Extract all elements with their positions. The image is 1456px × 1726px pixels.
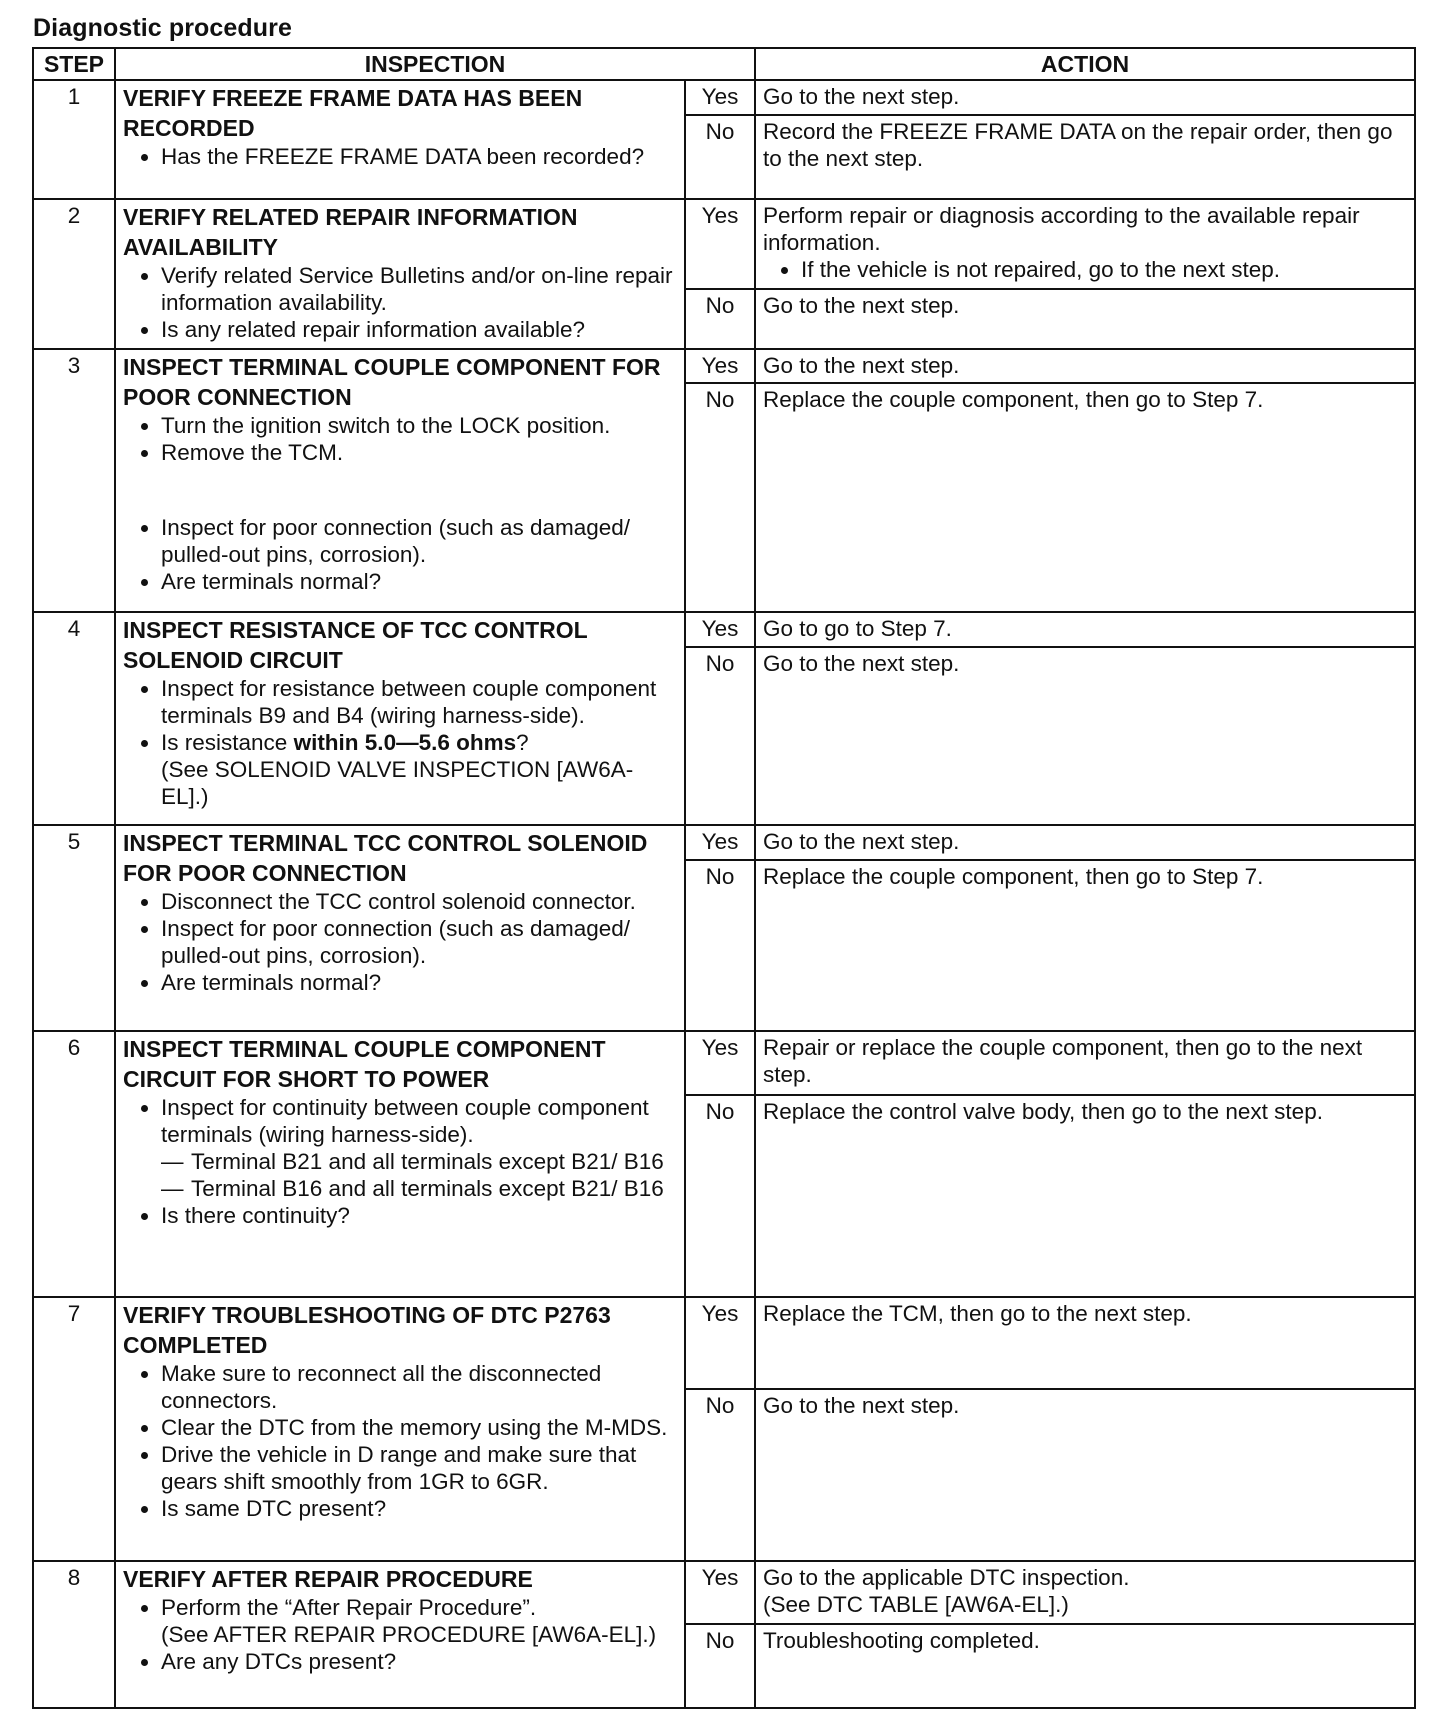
- no-label: No: [685, 1095, 755, 1297]
- yes-label: Yes: [685, 1031, 755, 1094]
- no-label: No: [685, 1624, 755, 1708]
- yes-label: Yes: [685, 349, 755, 384]
- yes-action: Replace the TCM, then go to the next step.: [755, 1297, 1415, 1389]
- yes-label: Yes: [685, 80, 755, 115]
- table-header-row: [33, 48, 1415, 80]
- step-number: 6: [33, 1031, 115, 1297]
- yes-label: Yes: [685, 1561, 755, 1624]
- table-row: [33, 349, 1415, 384]
- inspection-bullet: • Remove the TCM.: [161, 439, 677, 466]
- yes-action: Go to the next step.: [755, 349, 1415, 384]
- no-label: No: [685, 1389, 755, 1561]
- yes-action: Go to go to Step 7.: [755, 612, 1415, 647]
- table-row: [33, 1561, 1415, 1624]
- step-number: 3: [33, 349, 115, 613]
- resistance-spec: within 5.0—5.6 ohms: [293, 730, 517, 756]
- yes-label: Yes: [685, 825, 755, 860]
- yes-action: Go to the next step.: [755, 80, 1415, 115]
- inspection-bullet: • Disconnect the TCC control solenoid connector.: [161, 888, 677, 915]
- inspection-cell: [115, 80, 685, 199]
- bullet-text: ?: [516, 730, 529, 756]
- yes-action: Go to the applicable DTC inspection.: [763, 1564, 1130, 1590]
- yes-action-cell: [755, 199, 1415, 289]
- inspection-bullet: • Are terminals normal?: [161, 568, 677, 595]
- no-label: No: [685, 647, 755, 825]
- step-number: 7: [33, 1297, 115, 1561]
- bullet-text: Perform the “After Repair Procedure”.: [161, 1594, 537, 1620]
- inspection-bullet: • Inspect for poor connection (such as damaged/ pulled-out pins, corrosion).: [161, 915, 677, 969]
- page-title: Diagnostic procedure: [33, 14, 292, 42]
- inspection-title: INSPECT TERMINAL COUPLE COMPONENT CIRCUIT FOR SHORT TO POWER: [123, 1036, 606, 1093]
- yes-action-bullet: • If the vehicle is not repaired, go to the next step.: [801, 256, 1407, 283]
- inspection-bullet: • Is any related repair information available?: [161, 316, 677, 343]
- yes-label: Yes: [685, 199, 755, 289]
- inspection-bullet: • Are terminals normal?: [161, 969, 677, 996]
- inspection-bullet: • Verify related Service Bulletins and/or on-line repair information availability.: [161, 262, 677, 316]
- table-row: [33, 612, 1415, 647]
- inspection-bullet: • Inspect for resistance between couple component terminals B9 and B4 (wiring harness-side).: [161, 675, 677, 729]
- yes-label: Yes: [685, 612, 755, 647]
- no-action: Replace the couple component, then go to Step 7.: [755, 860, 1415, 1032]
- yes-action: Perform repair or diagnosis according to the available repair information.: [763, 202, 1360, 255]
- header-action: ACTION: [755, 48, 1415, 80]
- inspection-bullet: [161, 729, 677, 810]
- yes-action: Go to the next step.: [755, 825, 1415, 860]
- inspection-cell: [115, 612, 685, 825]
- reference-link[interactable]: (See SOLENOID VALVE INSPECTION [AW6A-EL].): [161, 757, 634, 810]
- table-row: [33, 825, 1415, 860]
- no-action: Go to the next step.: [755, 289, 1415, 349]
- yes-action: Repair or replace the couple component, then go to the next step.: [755, 1031, 1415, 1094]
- table-row: [33, 1031, 1415, 1094]
- diagnostic-table: [32, 47, 1416, 1709]
- reference-link[interactable]: (See AFTER REPAIR PROCEDURE [AW6A-EL].): [161, 1621, 657, 1647]
- terminal-pair-item: — Terminal B21 and all terminals except B21/ B16: [191, 1148, 677, 1175]
- inspection-title: VERIFY TROUBLESHOOTING OF DTC P2763 COMPLETED: [123, 1302, 611, 1359]
- inspection-bullet: • Clear the DTC from the memory using the M-MDS.: [161, 1414, 677, 1441]
- no-action: Go to the next step.: [755, 1389, 1415, 1561]
- step-number: 1: [33, 80, 115, 199]
- no-label: No: [685, 115, 755, 199]
- inspection-cell: [115, 825, 685, 1031]
- reference-link[interactable]: (See DTC TABLE [AW6A-EL].): [763, 1591, 1069, 1617]
- no-label: No: [685, 860, 755, 1032]
- step-number: 5: [33, 825, 115, 1031]
- terminal-pair-item: — Terminal B16 and all terminals except B21/ B16: [191, 1175, 677, 1202]
- no-action: Record the FREEZE FRAME DATA on the repair order, then go to the next step.: [755, 115, 1415, 199]
- no-action: Troubleshooting completed.: [755, 1624, 1415, 1708]
- step-number: 4: [33, 612, 115, 825]
- inspection-bullet: • Inspect for poor connection (such as damaged/ pulled-out pins, corrosion).: [161, 514, 677, 568]
- inspection-bullet: • Make sure to reconnect all the disconnected connectors.: [161, 1360, 677, 1414]
- inspection-bullet: • Are any DTCs present?: [161, 1648, 677, 1675]
- bullet-text: Inspect for continuity between couple component terminals (wiring harness-side).: [161, 1095, 649, 1148]
- no-label: No: [685, 383, 755, 612]
- inspection-title: INSPECT TERMINAL TCC CONTROL SOLENOID FOR POOR CONNECTION: [123, 829, 648, 886]
- inspection-cell: [115, 1297, 685, 1561]
- inspection-title: INSPECT TERMINAL COUPLE COMPONENT FOR POOR CONNECTION: [123, 353, 661, 410]
- bullet-text: Is resistance: [161, 730, 294, 756]
- step-number: 2: [33, 199, 115, 349]
- no-action: Go to the next step.: [755, 647, 1415, 825]
- no-label: No: [685, 289, 755, 349]
- inspection-bullet: • Turn the ignition switch to the LOCK position.: [161, 412, 677, 439]
- inspection-title: VERIFY AFTER REPAIR PROCEDURE: [123, 1565, 533, 1592]
- header-inspection: INSPECTION: [115, 48, 755, 80]
- header-step: STEP: [33, 48, 115, 80]
- table-row: [33, 80, 1415, 115]
- inspection-bullet: • Is there continuity?: [161, 1202, 677, 1229]
- no-action: Replace the couple component, then go to Step 7.: [755, 383, 1415, 612]
- inspection-cell: [115, 349, 685, 613]
- inspection-bullet: [161, 1594, 677, 1648]
- inspection-title: INSPECT RESISTANCE OF TCC CONTROL SOLENOID CIRCUIT: [123, 617, 588, 674]
- yes-label: Yes: [685, 1297, 755, 1389]
- inspection-title: VERIFY FREEZE FRAME DATA HAS BEEN RECORDED: [123, 85, 583, 141]
- inspection-bullet: • Drive the vehicle in D range and make sure that gears shift smoothly from 1GR to 6GR.: [161, 1441, 677, 1495]
- inspection-bullet: • Has the FREEZE FRAME DATA been recorded?: [161, 143, 677, 170]
- no-action: Replace the control valve body, then go to the next step.: [755, 1095, 1415, 1297]
- yes-action-cell: [755, 1561, 1415, 1624]
- inspection-cell: [115, 1561, 685, 1708]
- inspection-title: VERIFY RELATED REPAIR INFORMATION AVAILABILITY: [123, 203, 578, 260]
- table-row: [33, 1297, 1415, 1389]
- table-row: [33, 199, 1415, 289]
- inspection-bullet: [161, 1094, 677, 1202]
- inspection-bullet: • Is same DTC present?: [161, 1495, 677, 1522]
- step-number: 8: [33, 1561, 115, 1708]
- illustration-gap: [123, 466, 677, 514]
- inspection-cell: [115, 1031, 685, 1297]
- inspection-cell: [115, 199, 685, 349]
